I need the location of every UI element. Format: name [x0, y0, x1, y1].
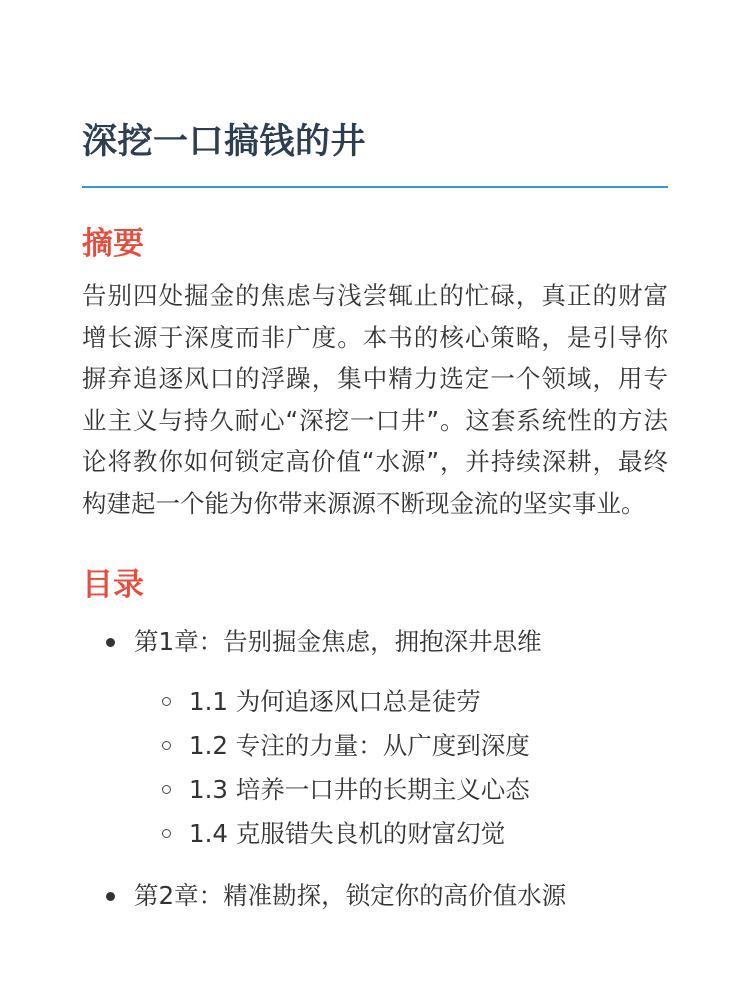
document-title: 深挖一口搞钱的井: [82, 122, 367, 162]
toc-chapter-1: [82, 622, 668, 856]
chapter-1-sections: [134, 680, 668, 856]
circle-bullet-icon: [162, 697, 171, 706]
section-label: 1.3 培养一口井的长期主义心态: [189, 775, 530, 804]
table-of-contents: [82, 622, 668, 916]
toc-section-1-3: [134, 768, 668, 812]
disc-bullet-icon: [106, 638, 115, 647]
section-label: 1.4 克服错失良机的财富幻觉: [189, 819, 506, 848]
circle-bullet-icon: [162, 741, 171, 750]
toc-section-1-1: [134, 680, 668, 724]
title-divider: [82, 186, 668, 188]
toc-section-1-4: [134, 812, 668, 856]
toc-heading: 目录: [82, 567, 144, 603]
section-label: 1.2 专注的力量：从广度到深度: [189, 731, 530, 760]
section-label: 1.1 为何追逐风口总是徒劳: [189, 687, 481, 716]
toc-section-1-2: [134, 724, 668, 768]
summary-heading: 摘要: [82, 226, 144, 262]
summary-paragraph: 告别四处掘金的焦虑与浅尝辄止的忙碌，真正的财富增长源于深度而非广度。本书的核心策略，是引导你摒弃追逐风口的浮躁，集中精力选定一个领域，用专业主义与持久耐心“深挖一口井”。这套系统性的方法论将教你如何锁定高价值“水源”，并持续深耕，最终构建起一个能为你带来源源不断现金流的坚实事业。: [82, 281, 668, 518]
circle-bullet-icon: [162, 785, 171, 794]
chapter-label: 第2章：精准勘探，锁定你的高价值水源: [134, 881, 567, 910]
circle-bullet-icon: [162, 829, 171, 838]
toc-chapter-2: [82, 876, 668, 916]
disc-bullet-icon: [106, 892, 115, 901]
chapter-label: 第1章：告别掘金焦虑，拥抱深井思维: [134, 627, 542, 656]
